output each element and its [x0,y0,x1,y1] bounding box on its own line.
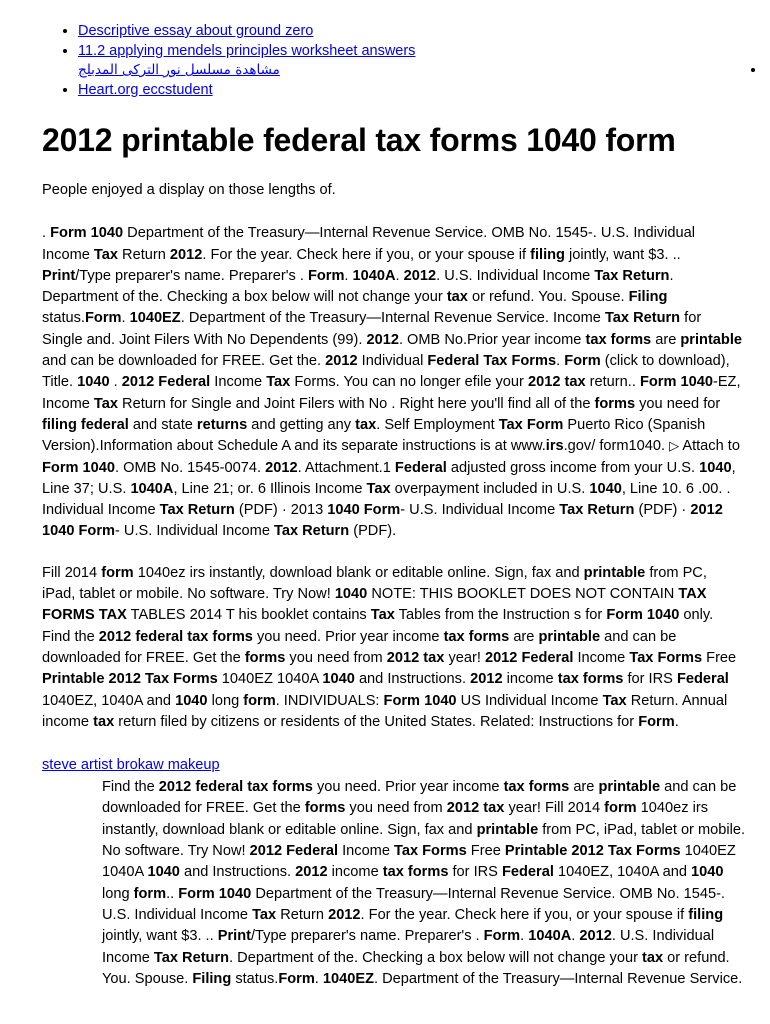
text-run: . [571,928,580,945]
text-run: you need from [285,649,387,666]
bold-run: 2012 Federal [121,374,211,391]
text-run: . Attachment.1 [297,459,395,476]
text-run: long [102,885,134,902]
text-run: - U.S. Individual Income [400,502,560,519]
bold-run: Tax [93,395,118,412]
bold-run: irs [545,438,564,455]
bold-run: filing [688,906,724,923]
text-run: Forms. You can no longer efile your [290,374,528,391]
related-links-list [30,22,740,100]
text-run: (click to download), Title. [42,353,730,391]
text-run: . U.S. Individual Income [436,267,595,284]
bold-run: tax [642,949,664,966]
bold-run: 2012 tax [446,800,505,817]
bold-run: Tax Return [159,502,235,519]
bold-run: tax [93,713,115,730]
related-link-heart-org-eccstudent[interactable]: Heart.org eccstudent [78,81,213,98]
text-run: and can be downloaded for FREE. Get the [42,628,677,666]
related-link-steve-artist-brokaw-makeup[interactable]: steve artist brokaw makeup [42,757,220,774]
text-run: Puerto Rico (Spanish Version).Information about Schedule A and its separate instructions is at www. [42,416,706,455]
bold-run: Form 1040 [639,374,713,391]
bold-run: Tax Return [274,523,350,540]
text-run: /Type preparer's name. Preparer's . [75,267,308,284]
bold-run: Tax Return [604,310,681,327]
bold-run: form [604,800,637,817]
bold-run: forms [594,395,636,412]
text-run: . [674,713,679,730]
bold-run: tax forms [443,628,510,645]
bold-run: returns [196,416,248,433]
list-item [78,42,740,62]
bold-run: 1040 [77,374,110,391]
bold-run: tax [446,289,468,306]
page-title: 2012 printable federal tax forms 1040 form [42,122,676,158]
bold-run: 1040A [130,480,174,497]
text-run: -EZ, Income [42,374,741,412]
text-run: status. [42,310,85,327]
text-run: Individual [357,353,428,370]
text-run: . [395,267,404,284]
text-run: NOTE: THIS BOOKLET DOES NOT CONTAIN [367,586,679,603]
bold-run: Tax [93,246,118,263]
text-run: 1040EZ, 1040A and [553,864,692,881]
bold-run: tax [355,416,377,433]
bold-run: Tax Return [559,502,635,519]
bold-run: Tax [366,480,391,497]
text-run: . [121,310,130,327]
bold-run: 2012 [328,906,361,923]
text-run: 1040EZ 1040A [217,671,323,688]
bold-run: 2012 [470,671,503,688]
text-run: Income [573,649,630,666]
text-run: (PDF) · [634,502,691,519]
text-run: . Department of the Treasury—Internal Revenue Service. Income [180,310,605,327]
bold-run: 1040EZ [322,970,375,987]
text-run: . [314,970,323,987]
text-run: .. [166,885,179,902]
text-run: Fill 2014 [42,564,102,581]
text-run: Return for Single and Joint Filers with No . Right here you'll find all of the [118,395,595,412]
bold-run: tax forms [503,779,570,796]
bold-run: 2012 [579,928,612,945]
text-run: Find the [102,779,159,796]
bold-run: Form [278,970,315,987]
bold-run: Form [638,713,675,730]
text-run: 1040EZ, 1040A and [42,692,176,709]
bold-run: 1040 [322,671,355,688]
bold-run: printable [476,821,539,838]
text-run: long [207,692,244,709]
bold-run: 1040 [699,459,732,476]
bold-run: Tax Forms [629,649,703,666]
text-run: from PC, iPad, tablet or mobile. No software. Try Now! [102,821,746,860]
related-link-descriptive-essay[interactable]: Descriptive essay about ground zero [78,23,314,39]
text-run: . [109,374,122,391]
text-run: . OMB No.Prior year income [398,331,586,348]
bold-run: 2012 [169,246,203,263]
intro-paragraph: People enjoyed a display on those lengths of. [42,182,336,198]
bold-run: 1040A [528,928,572,945]
text-run: for IRS [623,671,677,688]
bold-run: Form [85,310,122,327]
bold-run: 1040 [175,692,208,709]
text-run: and Instructions. [354,671,471,688]
bold-run: Printable 2012 Tax Forms [42,671,218,688]
text-run: . For the year. Check here if you, or your spouse if [202,246,531,263]
bold-run: Form 1040 [178,885,252,902]
bold-run: form [101,564,134,581]
bold-run: Form [483,928,521,945]
bold-run: Tax [370,607,395,624]
bold-run: Federal Tax Forms [427,353,557,370]
text-run: Tables from the Instruction s for [394,607,607,624]
bold-run: Tax Return [594,267,670,284]
bold-run: 2012 [265,459,298,476]
bold-run: Tax [252,906,277,923]
bold-run: form [243,692,276,709]
text-run: , Line 21; or. 6 Illinois Income [173,480,367,497]
text-run: and state [128,416,197,433]
text-run: , Line 37; U.S. [42,459,736,497]
text-run: . OMB No. 1545-0074. [115,459,266,476]
bold-run: tax forms [557,671,624,688]
related-link-mendels-principles[interactable]: 11.2 applying mendels principles worksheet answers [78,42,416,59]
text-run: for IRS [448,864,502,881]
bold-run: printable [598,779,661,796]
text-run: .gov/ form1040. [563,438,670,455]
text-run: or refund. You. Spouse. [102,949,730,987]
text-run: TABLES 2014 T his booklet contains [126,607,371,624]
bold-run: Form 1040 [606,607,680,624]
bold-run: 2012 federal tax forms [98,628,253,645]
text-run: only. Find the [42,607,714,645]
text-run: . U.S. Individual Income [102,928,715,966]
text-run: . INDIVIDUALS: [275,692,384,709]
text-run: you need. Prior year income [252,628,444,645]
bold-run: forms [304,800,346,817]
text-run: Return [118,246,170,263]
bold-run: tax forms [585,331,652,348]
text-run: year! [444,649,485,666]
text-run: . Self Employment [376,416,499,433]
text-run: (PDF) · 2013 [234,502,328,519]
bold-run: TAX FORMS TAX [42,586,707,624]
bold-run: printable [583,564,646,581]
bold-run: 1040 [691,864,724,881]
text-run: return.. [585,374,640,391]
text-run: Return [276,906,329,923]
bold-run: forms [244,649,286,666]
text-run: . Department of the. Checking a box below will not change your [229,949,642,966]
text-run: . [344,267,353,284]
bold-run: Filing [192,970,232,987]
text-run: . Department of the. Checking a box below will not change your [42,267,674,306]
bold-run: Printable 2012 Tax Forms [504,843,681,860]
text-run: . [556,353,565,370]
text-run: . For the year. Check here if you, or your spouse if [360,906,689,923]
list-item [78,61,740,81]
text-run: Return. Annual income [42,692,728,730]
text-run: ▷ [669,439,680,455]
bold-run: tax forms [382,864,449,881]
related-link-arabic[interactable]: مشاهدة مسلسل نور التركى المدبلج [78,62,280,78]
text-run: return filed by citizens or residents of the United States. Related: Instructions for [114,713,639,730]
list-item [78,81,740,101]
text-run: are [569,779,599,796]
text-run: . [42,225,51,242]
bold-run: 2012 [295,864,328,881]
bold-run: 2012 [403,267,437,284]
bold-run: 1040 [589,480,622,497]
text-run: and Instructions. [179,864,296,881]
bold-run: Federal [394,459,447,476]
text-run: status. [231,970,279,987]
text-run: Income [210,374,267,391]
indented-paragraph [102,777,747,990]
bold-run: Tax [602,692,627,709]
bold-run: 1040 Form [327,502,401,519]
mid-link-row [42,755,740,775]
bold-run: Filing [628,289,668,306]
bold-run: Federal [676,671,729,688]
text-run: year! Fill 2014 [504,800,605,817]
bold-run: 2012 [366,331,399,348]
text-run: or refund. You. Spouse. [467,289,629,306]
text-run: income [327,864,383,881]
bold-run: filing [530,246,565,263]
bold-run: 1040 [147,864,180,881]
bold-run: Form 1040 [42,459,116,476]
bold-run: 2012 tax [386,649,445,666]
bold-run: 2012 Federal [249,843,339,860]
bold-run: form [133,885,167,902]
text-run: Free [702,649,737,666]
text-run: - U.S. Individual Income [115,523,274,540]
main-paragraph-2 [42,563,742,733]
bold-run: Print [217,928,251,945]
bold-run: printable [680,331,742,348]
bold-run: printable [538,628,601,645]
bold-run: Tax [266,374,291,391]
text-run: and getting any [247,416,356,433]
text-run: jointly, want $3. .. [564,246,681,263]
bold-run: Form 1040 [383,692,457,709]
text-run: Department of the Treasury—Internal Revenue Service. OMB No. 1545-. U.S. Individual Income [102,885,725,923]
bold-run: 2012 federal tax forms [158,779,313,796]
text-run: jointly, want $3. .. [102,928,218,945]
text-run: you need from [345,800,447,817]
text-run: Attach to [679,438,740,455]
rtl-link-wrapper [78,61,740,80]
bold-run: 2012 [325,353,358,370]
text-run: you need. Prior year income [312,779,504,796]
text-run: . Department of the Treasury—Internal Revenue Service. [374,970,743,987]
text-run: and can be downloaded for FREE. Get the [102,779,737,817]
text-run: US Individual Income [456,692,603,709]
text-run: Income [338,843,395,860]
text-run: 1040ez irs instantly, download blank or editable online. Sign, fax and [133,564,584,581]
text-run: . [520,928,529,945]
text-run: 1040EZ 1040A [102,843,736,881]
main-paragraph-1 [42,223,742,542]
bold-run: 1040 [334,586,368,603]
bold-run: Federal [501,864,554,881]
text-run: 1040ez irs instantly, download blank or editable online. Sign, fax and [102,800,708,838]
text-run: Department of the Treasury—Internal Revenue Service. OMB No. 1545-. U.S. Individual Income [42,225,695,263]
bold-run: 1040A [352,267,396,284]
text-run: overpayment included in U.S. [390,480,590,497]
bold-run: Form 1040 [50,225,124,242]
bold-run: Print [42,267,76,284]
bold-run: Tax Form [498,416,564,433]
bold-run: 2012 Federal [484,649,574,666]
bold-run: Form [307,267,345,284]
text-run: adjusted gross income from your U.S. [446,459,700,476]
text-run: and can be downloaded for FREE. Get the. [42,353,326,370]
text-run: /Type preparer's name. Preparer's . [250,928,484,945]
text-run: (PDF). [349,523,397,540]
bold-run: 2012 1040 Form [42,502,723,540]
bold-run: 2012 tax [527,374,586,391]
bold-run: Form [564,353,601,370]
text-run: you need for [635,395,721,412]
text-run: from PC, iPad, tablet or mobile. No software. Try Now! [42,564,707,603]
text-run: income [502,671,558,688]
text-run: Free [466,843,505,860]
text-run: for Single and. Joint Filers With No Dependents (99). [42,310,702,348]
text-run: , Line 10. 6 .00. . Individual Income [42,480,731,519]
text-run: are [509,628,539,645]
bold-run: Tax Return [153,949,230,966]
bold-run: 1040EZ [129,310,181,327]
list-item [78,22,740,42]
text-run: are [651,331,681,348]
bold-run: filing federal [42,416,129,433]
bold-run: Tax Forms [394,843,467,860]
